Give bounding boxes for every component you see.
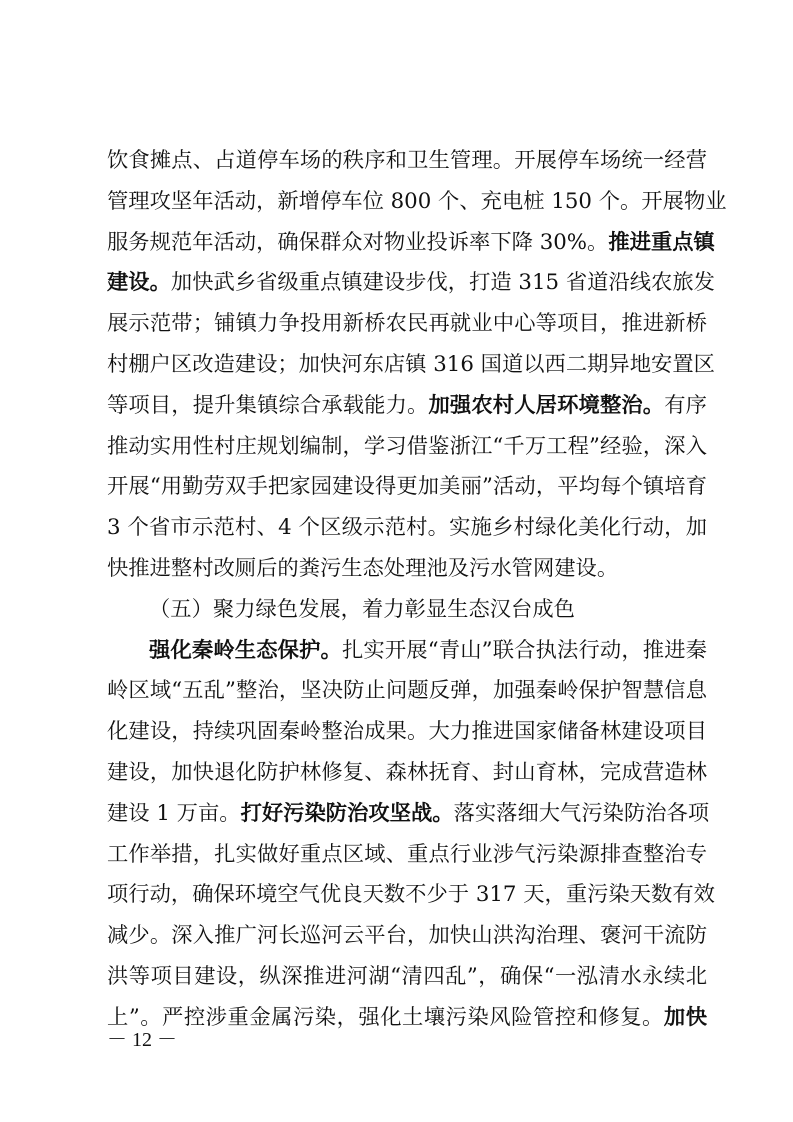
body-line-4: 建设。加快武乡省级重点镇建设步伐，打造 315 省道沿线农旅发 <box>107 270 715 295</box>
body-line-6: 村棚户区改造建设；加快河东店镇 316 国道以西二期异地安置区 <box>107 352 715 377</box>
body-line-7: 等项目，提升集镇综合承载能力。加强农村人居环境整治。有序 <box>107 393 707 418</box>
bold-heading-key-towns-cont: 建设。 <box>107 270 171 295</box>
body-line-1: 饮食摊点、占道停车场的秩序和卫生管理。开展停车场统一经营 <box>107 148 707 173</box>
body-line-14: 岭区域“五乱”整治，坚决防止问题反弹，加强秦岭保护智慧信息 <box>107 678 707 703</box>
body-line-18: 工作举措，扎实做好重点区域、重点行业涉气污染源排查整治专 <box>107 842 707 867</box>
page-number: － 12 － <box>107 1029 177 1051</box>
bold-heading-pollution: 打好污染防治攻坚战。 <box>240 801 454 826</box>
body-line-9: 开展“用勤劳双手把家园建设得更加美丽”活动，平均每个镇培育 <box>107 474 707 499</box>
body-line-3: 服务规范年活动，确保群众对物业投诉率下降 30%。推进重点镇 <box>107 230 715 255</box>
body-line-21: 洪等项目建设，纵深推进河湖“清四乱”，确保“一泓清水永续北 <box>107 964 707 989</box>
body-line-17: 建设 1 万亩。打好污染防治攻坚战。落实落细大气污染防治各项 <box>107 801 710 826</box>
bold-heading-key-towns: 推进重点镇 <box>608 230 715 255</box>
section-heading-green-development: （五）聚力绿色发展，着力彰显生态汉台成色 <box>149 597 575 622</box>
bold-heading-accelerate: 加快 <box>663 1005 707 1030</box>
body-line-16: 建设，加快退化防护林修复、森林抚育、封山育林，完成营造林 <box>107 760 707 785</box>
body-line-8: 推动实用性村庄规划编制，学习借鉴浙江“千万工程”经验，深入 <box>107 434 707 459</box>
body-line-20: 减少。深入推广河长巡河云平台，加快山洪沟治理、褒河干流防 <box>107 923 707 948</box>
bold-heading-qinling: 强化秦岭生态保护。 <box>149 638 342 663</box>
body-line-5: 展示范带；铺镇力争投用新桥农民再就业中心等项目，推进新桥 <box>107 311 707 336</box>
body-line-2: 管理攻坚年活动，新增停车位 800 个、充电桩 150 个。开展物业 <box>107 189 727 214</box>
body-line-10: 3 个省市示范村、4 个区级示范村。实施乡村绿化美化行动，加 <box>107 515 707 540</box>
body-line-13: 强化秦岭生态保护。扎实开展“青山”联合执法行动，推进秦 <box>149 638 707 663</box>
body-line-19: 项行动，确保环境空气优良天数不少于 317 天，重污染天数有效 <box>107 882 715 907</box>
bold-heading-rural-environment: 加强农村人居环境整治。 <box>428 393 665 418</box>
body-line-11: 快推进整村改厕后的粪污生态处理池及污水管网建设。 <box>107 556 619 581</box>
body-line-15: 化建设，持续巩固秦岭整治成果。大力推进国家储备林建设项目 <box>107 719 707 744</box>
body-line-22: 上”。严控涉重金属污染，强化土壤污染风险管控和修复。加快 <box>107 1005 707 1030</box>
